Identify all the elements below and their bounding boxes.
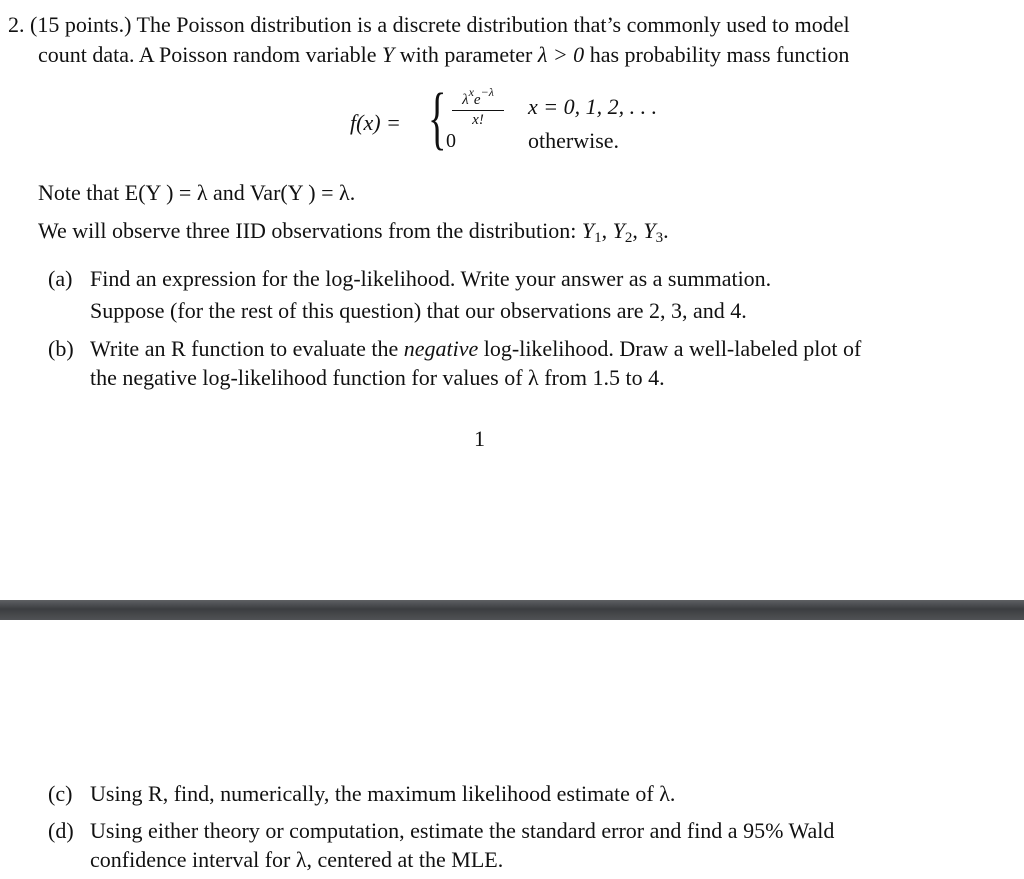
sub-3: 3: [655, 230, 664, 246]
sub-1: 1: [594, 230, 602, 246]
x-exponent: x: [468, 85, 474, 99]
intro-text-mid: with parameter: [394, 42, 538, 67]
observe-text: We will observe three IID observations from the distribution:: [38, 218, 582, 243]
neg-lambda-exponent: −λ: [480, 85, 494, 99]
variable-y: Y: [382, 42, 395, 67]
observe-line: [38, 218, 669, 251]
part-b-text-post: log-likelihood. Draw a well-labeled plot of: [478, 336, 862, 361]
page-divider: [0, 600, 1024, 620]
part-b-text-pre: Write an R function to evaluate the: [90, 336, 404, 361]
formula-lhs: f(x) =: [350, 110, 401, 135]
note-line: [38, 180, 355, 206]
part-c-text: Using R, find, numerically, the maximum likelihood estimate of λ.: [90, 781, 676, 806]
y1: Y: [581, 218, 595, 243]
y3: Y: [643, 218, 656, 243]
case1-condition: x = 0, 1, 2, . . .: [528, 94, 658, 119]
page-number: 1: [474, 426, 485, 451]
intro-text-end: has probability mass function: [584, 42, 850, 67]
y2: Y: [612, 218, 625, 243]
intro-text: count data. A Poisson random variable: [38, 42, 382, 67]
part-a-label: (a): [48, 266, 73, 291]
problem-header: [8, 12, 850, 38]
fraction-denominator: x!: [472, 112, 484, 128]
period: .: [663, 218, 669, 243]
part-d-text-2: confidence interval for λ, centered at the MLE.: [90, 847, 504, 872]
sep-1: ,: [601, 218, 613, 243]
case2-condition: otherwise.: [528, 128, 620, 153]
problem-intro-line2: [38, 42, 849, 68]
fraction-numerator: [452, 84, 504, 109]
sub-2: 2: [624, 230, 633, 246]
part-d-text: Using either theory or computation, estimate the standard error and find a 95% Wald: [90, 818, 835, 843]
part-b-text-2: the negative log-likelihood function for values of λ from 1.5 to 4.: [90, 365, 665, 390]
left-brace: {: [428, 80, 447, 157]
part-a-text: Find an expression for the log-likelihood. Write your answer as a summation.: [90, 266, 772, 291]
lambda-condition: λ > 0: [537, 42, 585, 67]
note-text: Note that E(Y ) = λ and Var(Y ) = λ.: [38, 180, 356, 205]
part-c-label: (c): [48, 781, 73, 806]
fraction-bar: [452, 110, 504, 111]
part-b-label: (b): [48, 336, 74, 361]
problem-header-text: 2. (15 points.) The Poisson distribution is a discrete distribution that’s commonly used to model: [8, 12, 850, 37]
sep-2: ,: [632, 218, 644, 243]
part-b-emphasis: negative: [403, 336, 479, 361]
case-zero-value: 0: [446, 130, 456, 152]
e-base: e: [473, 92, 481, 108]
lambda: λ: [462, 92, 469, 108]
part-d-label: (d): [48, 818, 74, 843]
part-b-line1: [90, 336, 861, 362]
fraction: [452, 84, 504, 129]
part-a-text-2: Suppose (for the rest of this question) that our observations are 2, 3, and 4.: [90, 298, 747, 323]
